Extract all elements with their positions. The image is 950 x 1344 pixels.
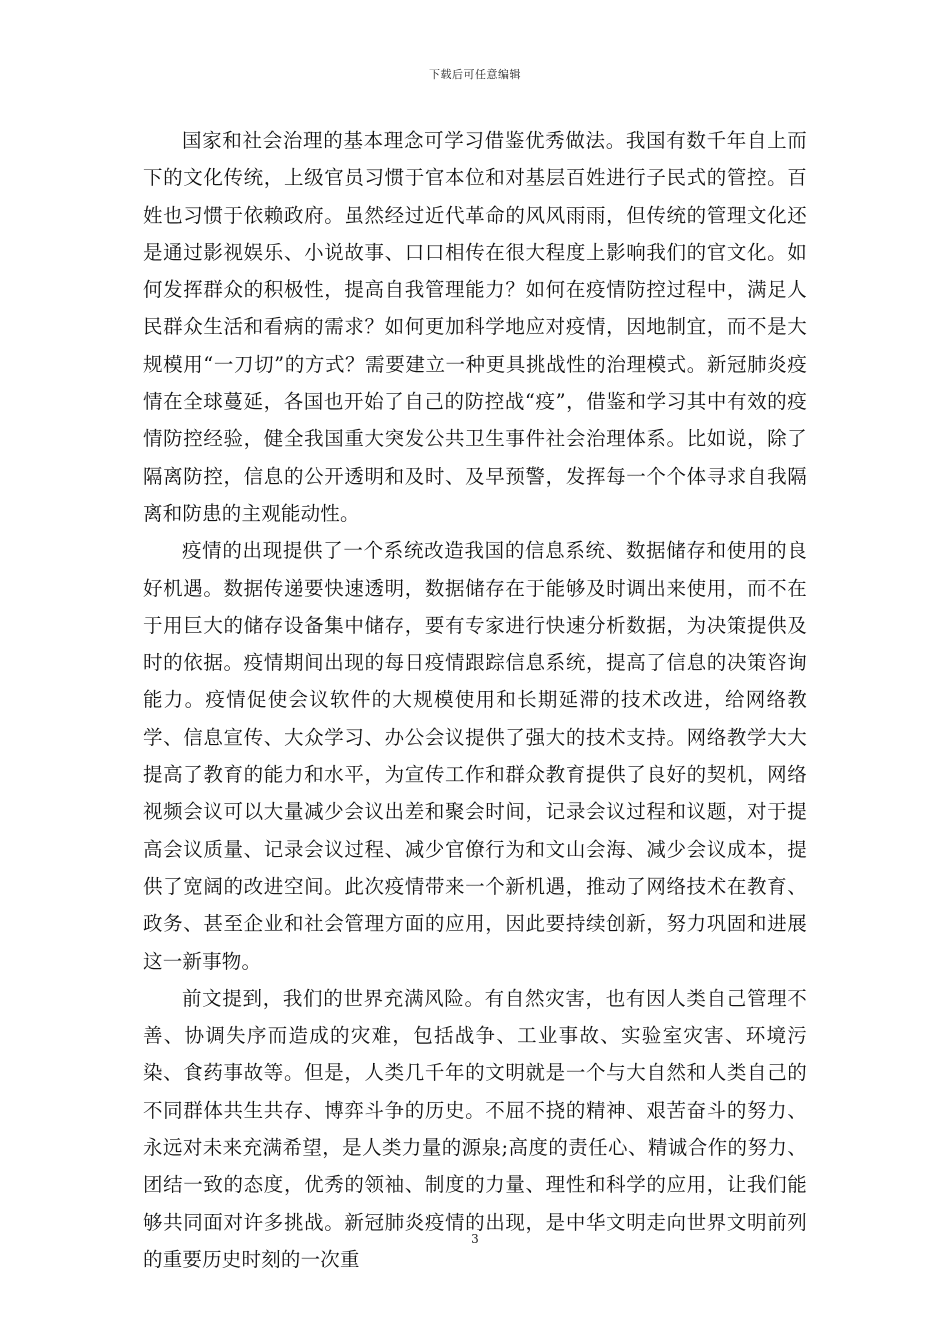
paragraph-1: 国家和社会治理的基本理念可学习借鉴优秀做法。我国有数千年自上而下的文化传统，上级官员习惯于官本位和对基层百姓进行子民式的管控。百姓也习惯于依赖政府。虽然经过近代革命的风风雨雨，但传统的管理文化还是通过影视娱乐、小说故事、口口相传在很大程度上影响我们的官文化。如何发挥群众的积极性，提高自我管理能力？如何在疫情防控过程中，满足人民群众生活和看病的需求？如何更加科学地应对疫情，因地制宜，而不是大规模用“一刀切”的方式？需要建立一种更具挑战性的治理模式。新冠肺炎疫情在全球蔓延，各国也开始了自己的防控战“疫”，借鉴和学习其中有效的疫情防控经验，健全我国重大突发公共卫生事件社会治理体系。比如说，除了隔离防控，信息的公开透明和及时、及早预警，发挥每一个个体寻求自我隔离和防患的主观能动性。 bbox=[143, 129, 807, 525]
page-number: 3 bbox=[471, 1232, 479, 1246]
paragraph-2: 疫情的出现提供了一个系统改造我国的信息系统、数据储存和使用的良好机遇。数据传递要快速透明，数据储存在于能够及时调出来使用，而不在于用巨大的储存设备集中储存，要有专家进行快速分析数据，为决策提供及时的依据。疫情期间出现的每日疫情跟踪信息系统，提高了信息的决策咨询能力。疫情促使会议软件的大规模使用和长期延滞的技术改进，给网络教学、信息宣传、大众学习、办公会议提供了强大的技术支持。网络教学大大提高了教育的能力和水平，为宣传工作和群众教育提供了良好的契机，网络视频会议可以大量减少会议出差和聚会时间，记录会议过程和议题，对于提高会议质量、记录会议过程、减少官僚行为和文山会海、减少会议成本，提供了宽阔的改进空间。此次疫情带来一个新机遇，推动了网络技术在教育、政务、甚至企业和社会管理方面的应用，因此要持续创新，努力巩固和进展这一新事物。 bbox=[143, 539, 807, 973]
body-text bbox=[143, 122, 807, 1278]
paragraph-3: 前文提到，我们的世界充满风险。有自然灾害，也有因人类自己管理不善、协调失序而造成的灾难，包括战争、工业事故、实验室灾害、环境污染、食药事故等。但是，人类几千年的文明就是一个与大自然和人类自己的不同群体共生共存、博弈斗争的历史。不屈不挠的精神、艰苦奋斗的努力、永远对未来充满希望，是人类力量的源泉;高度的责任心、精诚合作的努力、团结一致的态度，优秀的领袖、制度的力量、理性和科学的应用，让我们能够共同面对许多挑战。新冠肺炎疫情的出现，是中华文明走向世界文明前列的重要历史时刻的一次重 bbox=[143, 986, 807, 1271]
page-header: 下载后可任意编辑 bbox=[429, 68, 521, 81]
